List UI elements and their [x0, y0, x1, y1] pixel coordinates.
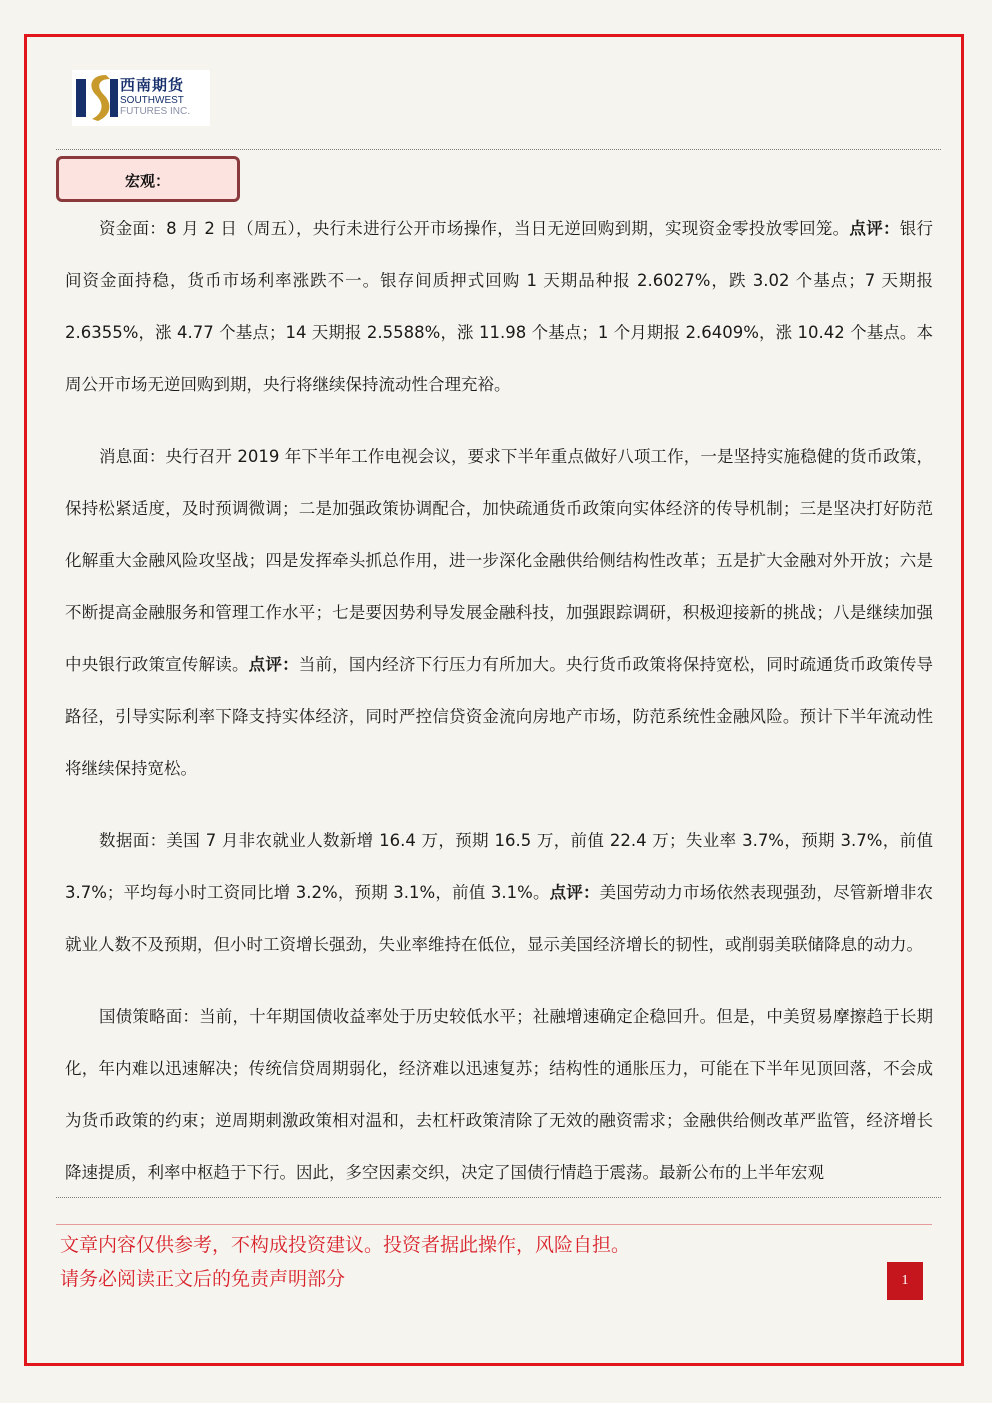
- paragraph-data: [65, 815, 933, 971]
- page-number-badge: 1: [887, 1262, 923, 1300]
- logo-chinese-text: 西南期货: [120, 76, 185, 94]
- comment-label: 点评：: [549, 883, 600, 902]
- paragraph-text: 国债策略面：当前，十年期国债收益率处于历史较低水平；社融增速确定企稳回升。但是，中美贸易摩擦趋于长期化，年内难以迅速解决；传统信贷周期弱化，经济难以迅速复苏；结构性的通胀压力，可能在下半年见顶回落，不会成为货币政策的约束；逆周期刺激政策相对温和，去杠杆政策清除了无效的融资需求；金融供给侧改革严监管，经济增长降速提质，利率中枢趋于下行。因此，多空因素交织，决定了国债行情趋于震荡。最新公布的上半年宏观: [65, 1007, 933, 1182]
- logo-emblem-icon: [76, 73, 120, 123]
- paragraph-text: 数据面：美国 7 月非农就业人数新增 16.4 万，预期 16.5 万，前值 22.4 万；失业率 3.7%，预期 3.7%，前值 3.7%；平均每小时工资同比增 3.2%，预期 3.1%，前值 3.1%。: [65, 831, 933, 902]
- paragraph-text: 资金面：8 月 2 日（周五），央行未进行公开市场操作，当日无逆回购到期，实现资金零投放零回笼。: [99, 219, 850, 238]
- section-heading-box: [56, 156, 240, 202]
- paragraph-text: 当前，国内经济下行压力有所加大。央行货币政策将保持宽松，同时疏通货币政策传导路径，引导实际利率下降支持实体经济，同时严控信贷资金流向房地产市场，防范系统性金融风险。预计下半年流动性将继续保持宽松。: [65, 655, 934, 778]
- paragraph-news: [65, 431, 933, 795]
- logo-english-line1: SOUTHWEST: [120, 95, 184, 106]
- comment-label: 点评：: [248, 655, 299, 674]
- disclaimer-line-2: 请务必阅读正文后的免责声明部分: [60, 1268, 346, 1290]
- paragraph-text: 美国劳动力市场依然表现强劲，尽管新增非农就业人数不及预期，但小时工资增长强劲，失业率维持在低位，显示美国经济增长的韧性，或削弱美联储降息的动力。: [65, 883, 933, 954]
- paragraph-bond-strategy: [65, 991, 933, 1199]
- paragraph-funding: [65, 203, 933, 411]
- comment-label: 点评：: [849, 219, 900, 238]
- paragraph-text: 银行间资金面持稳，货币市场利率涨跌不一。银存间质押式回购 1 天期品种报 2.6027%，跌 3.02 个基点；7 天期报 2.6355%，涨 4.77 个基点；14 天期报 2.5588%，涨 11.98 个基点；1 个月期报 2.6409%，涨 10.42 个基点。本周公开市场无逆回购到期，央行将继续保持流动性合理充裕。: [65, 219, 934, 394]
- paragraph-text: 消息面：央行召开 2019 年下半年工作电视会议，要求下半年重点做好八项工作，一是坚持实施稳健的货币政策，保持松紧适度，及时预调微调；二是加强政策协调配合，加快疏通货币政策向实体经济的传导机制；三是坚决打好防范化解重大金融风险攻坚战；四是发挥牵头抓总作用，进一步深化金融供给侧结构性改革；五是扩大金融对外开放；六是不断提高金融服务和管理工作水平；七是要因势利导发展金融科技，加强跟踪调研，积极迎接新的挑战；八是继续加强中央银行政策宣传解读。: [65, 447, 933, 674]
- article-body: [65, 203, 933, 1219]
- logo-english-line2: FUTURES INC.: [120, 106, 190, 117]
- disclaimer-line-1: 文章内容仅供参考，不构成投资建议。投资者据此操作，风险自担。: [60, 1234, 631, 1256]
- section-heading: 宏观：: [125, 172, 171, 190]
- header-divider: [56, 149, 941, 150]
- footer-divider-dotted: [56, 1197, 941, 1198]
- company-logo: [72, 70, 210, 126]
- footer-divider: [56, 1224, 932, 1225]
